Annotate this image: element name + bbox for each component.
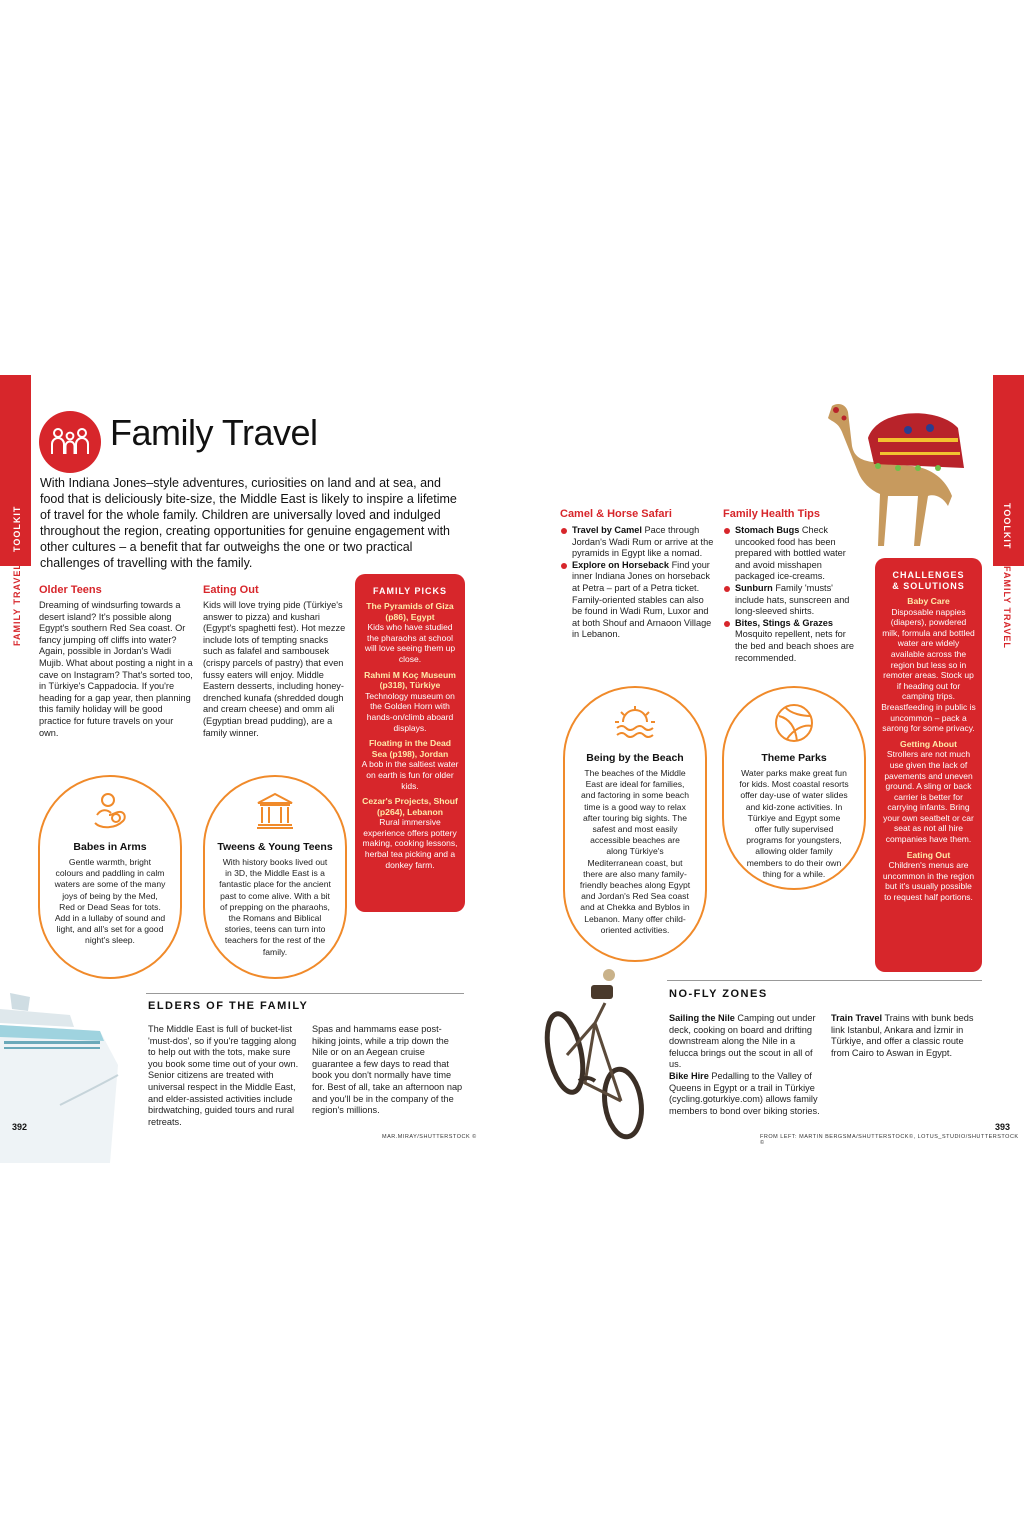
elders-col2: Spas and hammams ease post-hiking joints, while a trip down the Nile or on an Aegean cruise guarantee a few days to read that book you don't normally have time for. Best of all, take an afternoon nap and you'll be in the company of the region's millions. <box>312 1024 463 1116</box>
ball-icon <box>773 702 815 749</box>
challenges-box <box>875 558 982 972</box>
photo-credit-left: MAR.MIRAY/SHUTTERSTOCK © <box>382 1134 477 1140</box>
family-icon <box>38 410 102 474</box>
theme-parks-card <box>722 686 866 890</box>
challenge-text: Strollers are not much use given the lack of pavements and uneven ground. A sling or back carrier is better for carrying infants. Bring your own seatbelt or car seat as not all hire companies have them. <box>883 749 974 845</box>
right-tab-family-travel: FAMILY TRAVEL <box>1002 566 1012 649</box>
nofly-col2 <box>831 1013 983 1059</box>
pick-text: A bob in the saltiest water on earth is fun for older kids. <box>361 759 459 791</box>
page-title: Family Travel <box>110 412 318 453</box>
older-teens-heading: Older Teens <box>39 584 102 596</box>
right-tab-toolkit: TOOLKIT <box>1002 503 1012 550</box>
beach-sun-icon <box>613 704 657 747</box>
babes-text: Gentle warmth, bright colours and paddling in calm waters are some of the many joys of being by the Med, Red or Dead Seas for tots. Add in a lullaby of sound and light, and all's set for a good night's sleep. <box>54 857 166 946</box>
nofly-col1 <box>669 1013 821 1117</box>
challenge-text: Disposable nappies (diapers), powdered milk, formula and bottled water are widely available across the region but less so in remoter areas. Stock up if heading out for camping trips. Breastfeeding in public is uncommon – pack a sarong for some privacy. <box>881 606 976 734</box>
list-item: Sunburn Family 'musts' include hats, sunscreen and long-sleeved shirts. <box>723 583 858 618</box>
health-list <box>723 525 858 664</box>
babes-in-arms-card <box>38 775 182 979</box>
babes-heading: Babes in Arms <box>73 841 147 853</box>
list-item: Explore on Horseback Find your inner Indiana Jones on horseback at Petra – part of a Petra ticket. Family-oriented stables can also be found in Wadi Rum, Luxor and at both Shouf and Arnaoon Village in Lebanon. <box>560 560 716 641</box>
elders-col1: The Middle East is full of bucket-list 'must-dos', so if you're tagging along to help out with the tots, make sure you book some time out of your own. Senior citizens are treated with universal respect in the Middle East, and elder-assisted activities include birdwatching, guided tours and rural retreats. <box>148 1024 299 1127</box>
beach-heading: Being by the Beach <box>586 752 684 764</box>
family-picks-box <box>355 574 465 912</box>
nofly-divider <box>667 980 982 981</box>
pick-title: The Pyramids of Giza (p86), Egypt <box>366 601 454 622</box>
pick-title: Floating in the Dead Sea (p198), Jordan <box>368 738 452 759</box>
elders-heading: ELDERS OF THE FAMILY <box>148 1000 309 1012</box>
left-tab-toolkit: TOOLKIT <box>12 505 22 552</box>
pick-title: Cezar's Projects, Shouf (p264), Lebanon <box>362 796 458 817</box>
temple-icon <box>254 791 296 836</box>
beach-card <box>563 686 707 962</box>
list-item: Bites, Stings & Grazes Mosquito repellent, nets for the bed and beach shoes are recommended. <box>723 618 858 664</box>
page-number-left: 392 <box>12 1122 28 1132</box>
list-item: Train Travel Trains with bunk beds link Istanbul, Ankara and İzmir in Türkiye, and offer a classic route from Cairo to Aswan in Egypt. <box>831 1013 974 1058</box>
tweens-card <box>203 775 347 979</box>
family-picks-heading: FAMILY PICKS <box>372 586 447 596</box>
pick-text: Kids who have studied the pharaohs at school will love seeing them up close. <box>364 622 456 664</box>
elders-divider <box>146 993 464 994</box>
challenge-title: Baby Care <box>907 596 950 606</box>
health-heading: Family Health Tips <box>723 508 820 520</box>
theme-text: Water parks make great fun for kids. Most coastal resorts offer day-use of water slides and kid-zone activities. In Türkiye and Egypt some offer fully supervised programs for youngsters, allowing older family members to do their own thing for a while. <box>739 768 849 879</box>
page-number-right: 393 <box>995 1122 1011 1132</box>
challenge-text: Children's menus are uncommon in the region but it's usually possible to request half portions. <box>882 860 975 903</box>
pick-title: Rahmi M Koç Museum (p318), Türkiye <box>364 669 456 691</box>
eating-out-text: Kids will love trying pide (Türkiye's answer to pizza) and kushari (Egypt's spaghetti fest). Hot mezze include lots of tempting snacks such as falafel and sambousek (crispy parcels of pastry) that even fussy eaters will enjoy. Middle Eastern desserts, including honey-drenched kunafa (shredded dough and cream cheese) and omm ali (Egyptian bread pudding), are a family winner. <box>203 600 346 738</box>
challenge-title: Getting About <box>900 738 957 749</box>
tweens-heading: Tweens & Young Teens <box>217 841 333 853</box>
list-item: Stomach Bugs Check uncooked food has been prepared with bottled water and avoid misshapen packaged ice-creams. <box>723 525 858 583</box>
list-item: Bike Hire Pedalling to the Valley of Queens in Egypt or a trail in Türkiye (cycling.goturkiye.com) allows family members to bond over biking stories. <box>669 1070 820 1116</box>
pick-text: Technology museum on the Golden Horn with hands-on/climb aboard displays. <box>365 690 455 733</box>
camel-list <box>560 525 716 641</box>
list-item: Sailing the Nile Camping out under deck, cooking on board and drifting downstream along the Nile in a felucca brings out the scout in all of us. <box>669 1013 816 1070</box>
bicycle-image <box>535 963 660 1140</box>
intro-paragraph: With Indiana Jones–style adventures, curiosities on land and at sea, and food that is deliciously bite-size, the Middle East is likely to inspire a lifetime of travel for the whole family. Children are universally loved and indulged throughout the region, creating opportunities for genuine engagement with other cultures – a benefit that far outweighs the one or two practical challenges of travelling with the family. <box>40 476 457 570</box>
challenges-heading: CHALLENGES & SOLUTIONS <box>892 570 965 591</box>
challenge-title: Eating Out <box>906 849 951 860</box>
older-teens-text: Dreaming of windsurfing towards a desert island? It's possible along Egypt's southern Red Sea coast. Or fancy jumping off cliffs into water? Again, possible in Jordan's Wadi Mujib. What about posting a night in a cave on Instagram? That's sorted too, in Türkiye's Cappadocia. If you're heading for a gap year, then planning this family holiday will be good practice for future travels on your own. <box>39 600 193 738</box>
cruise-ship-image <box>0 985 120 1163</box>
left-tab-family-travel: FAMILY TRAVEL <box>12 563 22 646</box>
nofly-heading: NO-FLY ZONES <box>669 988 768 1000</box>
beach-text: The beaches of the Middle East are ideal for families, and factoring in some beach time is a good way to relax after touring big sights. The safest and most easily accessible beaches are along Türkiye's Mediterranean coast, but there are also many family-friendly beaches along Egypt and Jordan's Red Sea coast and at Chekka and Byblos in Lebanon. Many offer child-oriented activities. <box>579 768 691 935</box>
baby-icon <box>89 791 131 836</box>
pick-text: Rural immersive experience offers pottery making, cooking lessons, herbal tea picking and a donkey farm. <box>362 817 458 870</box>
theme-heading: Theme Parks <box>761 752 827 764</box>
list-item: Travel by Camel Pace through Jordan's Wadi Rum or arrive at the pyramids in Egypt like a nomad. <box>560 525 716 560</box>
tweens-text: With history books lived out in 3D, the Middle East is a fantastic place for the ancient past to come alive. With a bit of prepping on the pharaohs, the Romans and Biblical stories, teens can turn into teachers for the rest of the family. <box>219 857 331 957</box>
eating-out-heading: Eating Out <box>203 584 259 596</box>
camel-heading: Camel & Horse Safari <box>560 508 672 520</box>
photo-credit-right: FROM LEFT: MARTIN BERGSMA/SHUTTERSTOCK©, LOTUS_STUDIO/SHUTTERSTOCK © <box>760 1134 1019 1146</box>
